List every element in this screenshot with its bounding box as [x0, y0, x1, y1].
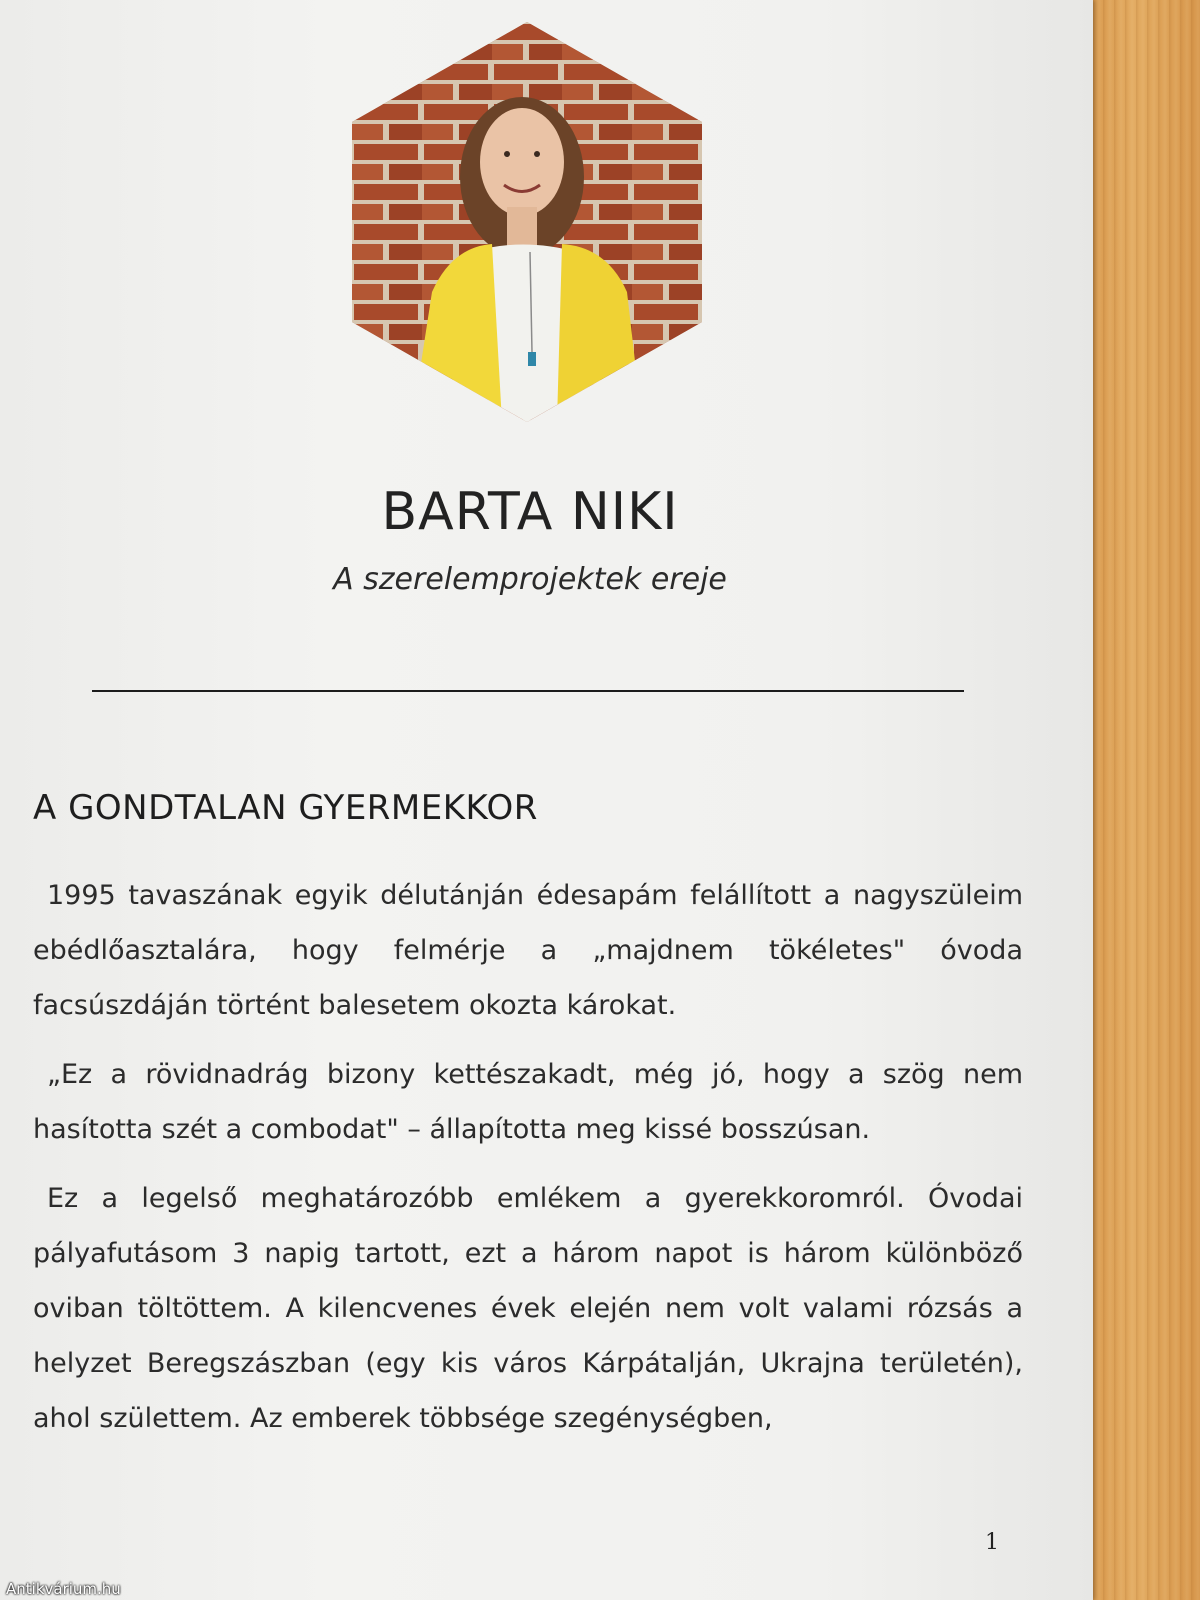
author-photo-hexagon: [352, 22, 702, 422]
author-photo: [352, 22, 702, 422]
author-name: BARTA NIKI: [381, 482, 679, 542]
chapter-subtitle: A szerelemprojektek ereje: [333, 562, 727, 597]
wooden-table-background: [1092, 0, 1200, 1600]
paragraph: 1995 tavaszának egyik délutánján édesapám felállított a nagyszüleim ebédlőasztalára, hogy felmérje a „majdnem tökéletes" óvoda facsúszdáján történt balesetem okozta károkat.: [33, 880, 1023, 1021]
paragraph: Ez a legelső meghatározóbb emlékem a gyerekkoromról. Óvodai pályafutásom 3 napig tartott, ezt a három napot is három különböző oviban töltöttem. A kilencvenes évek elején nem volt valami rózsás a helyzet Beregszászban (egy kis város Kárpátalján, Ukrajna területén), ahol születtem. Az emberek többsége szegénységben,: [33, 1183, 1023, 1434]
watermark: Antikvárium.hu: [6, 1580, 121, 1598]
section-heading: A GONDTALAN GYERMEKKOR: [33, 788, 538, 828]
page-number: 1: [985, 1530, 999, 1555]
body-text: [33, 868, 1023, 1460]
divider-line: [92, 690, 964, 692]
paragraph: „Ez a rövidnadrág bizony kettészakadt, még jó, hogy a szög nem hasította szét a combodat" – állapította meg kissé bosszúsan.: [33, 1059, 1023, 1145]
author-portrait-illustration: [352, 22, 702, 422]
